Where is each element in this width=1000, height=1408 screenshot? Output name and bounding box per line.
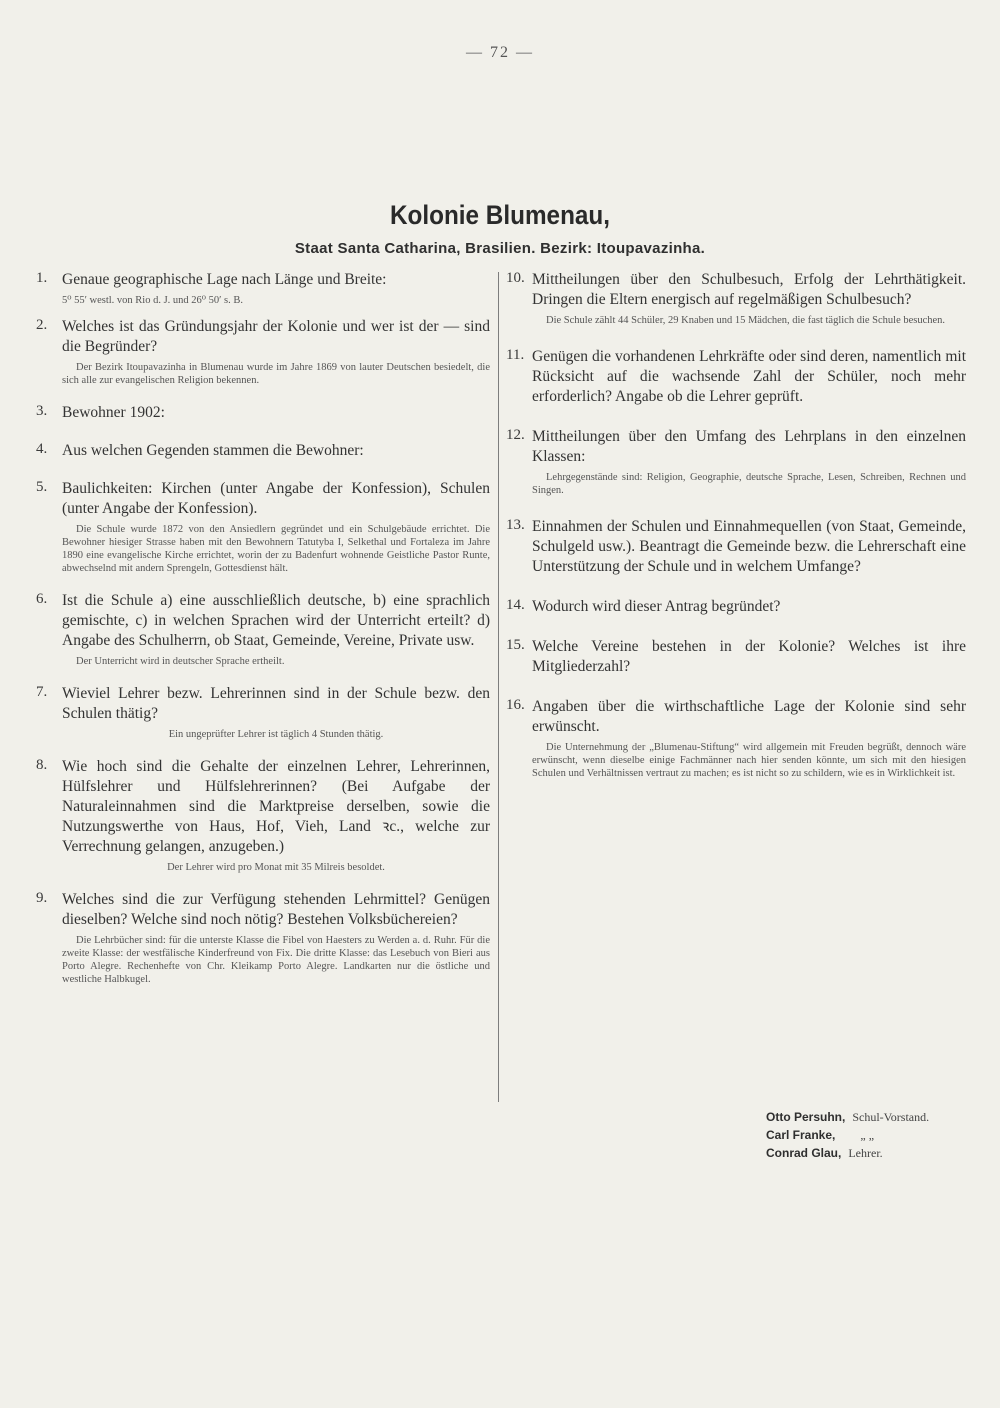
question-text: Einnahmen der Schulen und Einnahmequellen (von Staat, Gemeinde, Schulgeld usw.). Beantragt die Gemeinde bezw. die Lehrerschaft eine Unterstützung der Schule und in welchem Umfange? [532,518,966,575]
question-number: 12. [506,427,525,443]
question-number: 8. [36,757,48,773]
question-number: 3. [36,403,48,419]
question-text: Welches ist das Gründungsjahr der Kolonie und wer ist der — sind die Begründer? [62,318,490,355]
question-number: 5. [36,479,48,495]
signature-name: Carl Franke, [766,1128,836,1142]
question-text: Wieviel Lehrer bezw. Lehrerinnen sind in der Schule bezw. den Schulen thätig? [62,685,490,722]
signature-name: Otto Persuhn, [766,1110,846,1124]
question-number: 4. [36,441,48,457]
signature-role: Lehrer. [848,1146,883,1160]
question-text: Welche Vereine bestehen in der Kolonie? Welches ist ihre Mitgliederzahl? [532,638,966,675]
page-title: Kolonie Blumenau, [389,200,611,230]
question-text: Mittheilungen über den Schulbesuch, Erfolg der Lehrthätigkeit. Dringen die Eltern energisch auf regelmäßigen Schulbesuch? [532,271,966,308]
question-16 [506,697,966,780]
signature-role: Schul-Vorstand. [852,1110,930,1124]
signature-name: Conrad Glau, [766,1146,842,1160]
question-number: 6. [36,591,48,607]
left-column [36,270,490,986]
signature-role: „ „ [860,1128,875,1142]
answer-text: Lehrgegenstände sind: Religion, Geographie, deutsche Sprache, Lesen, Schreiben, Rechnen und Singen. [532,472,966,496]
question-number: 15. [506,637,525,653]
page-number: — 72 — [466,44,534,61]
question-13 [506,517,966,577]
question-6 [36,591,490,668]
question-14 [506,597,966,617]
question-8 [36,757,490,874]
answer-text: Der Bezirk Itoupavazinha in Blumenau wurde im Jahre 1869 von lauter Deutschen besiedelt, die sich alle zur evangelischen Religion bekennen. [62,362,490,386]
question-1 [36,270,490,307]
answer-text: Der Lehrer wird pro Monat mit 35 Milreis besoldet. [167,862,385,873]
answer-text: Die Schule zählt 44 Schüler, 29 Knaben und 15 Mädchen, die fast täglich die Schule besuchen. [546,315,946,326]
question-2 [36,317,490,387]
question-number: 14. [506,597,525,613]
answer-text: Die Lehrbücher sind: für die unterste Klasse die Fibel von Haesters zu Werden a. d. Ruhr. Für die zweite Klasse: der westfälische Kinderfreund von Fix. Die dritte Klasse: das Lesebuch von Bieri aus Porto Alegre. Rechenhefte von Chr. Kleikamp Porto Alegre. Landkarten nur die östliche und westliche Halbkugel. [62,935,490,985]
signature-line [766,1144,976,1162]
question-text: Aus welchen Gegenden stammen die Bewohner: [62,442,364,459]
question-text: Genügen die vorhandenen Lehrkräfte oder sind deren, namentlich mit Rücksicht auf die wachsende Zahl der Schüler, noch mehr erforderlich? Angabe ob die Lehrer geprüft. [532,348,966,405]
question-text: Baulichkeiten: Kirchen (unter Angabe der Konfession), Schulen (unter Angabe der Konfession). [62,480,490,517]
question-number: 1. [36,270,48,286]
question-text: Bewohner 1902: [62,404,165,421]
question-text: Wie hoch sind die Gehalte der einzelnen Lehrer, Lehrerinnen, Hülfslehrer und Hülfslehrerinnen? (Bei Aufgabe der Naturaleinnahmen sind die Marktpreise derselben, sowie die Nutzungswerthe von Haus, Hof, Vieh, Land ꝛc., welche zur Verrechnung gelangen, anzugeben.) [62,758,490,855]
question-11 [506,347,966,407]
answer-text: Die Unternehmung der „Blumenau-Stiftung“ wird allgemein mit Freuden begrüßt, dennoch wäre erwünscht, wenn dieselbe einige Fachmänner nach hier senden könnte, um sich mit den hiesigen Schulen und Verhältnissen vertraut zu machen; es ist nicht so zu schildern, wie es in Wirklichkeit ist. [532,742,966,779]
answer-text: Der Unterricht wird in deutscher Sprache ertheilt. [76,656,285,667]
question-10 [506,270,966,327]
page-subtitle: Staat Santa Catharina, Brasilien. Bezirk: Itoupavazinha. [294,240,706,257]
answer-text: Ein ungeprüfter Lehrer ist täglich 4 Stunden thätig. [168,729,384,740]
question-number: 16. [506,697,525,713]
question-9 [36,890,490,986]
question-number: 13. [506,517,525,533]
question-4 [36,441,490,461]
question-number: 10. [506,270,525,286]
answer-text: 5⁰ 55′ westl. von Rio d. J. und 26⁰ 50′ s. B. [62,295,244,306]
question-7 [36,684,490,741]
question-text: Genaue geographische Lage nach Länge und Breite: [62,271,387,288]
signature-line [766,1126,976,1144]
column-divider [498,272,499,1102]
question-12 [506,427,966,497]
question-15 [506,637,966,677]
question-number: 11. [506,347,525,363]
question-text: Ist die Schule a) eine ausschließlich deutsche, b) eine sprachlich gemischte, c) in welchen Sprachen wird der Unterricht erteilt? d) Angabe des Schulherrn, ob Staat, Gemeinde, Vereine, Private usw. [62,592,490,649]
question-text: Mittheilungen über den Umfang des Lehrplans in den einzelnen Klassen: [532,428,966,465]
question-3 [36,403,490,423]
question-number: 2. [36,317,48,333]
right-column [506,270,966,780]
answer-text: Die Schule wurde 1872 von den Ansiedlern gegründet und ein Schulgebäude errichtet. Die Bewohner hiesiger Strasse haben mit den Bewohnern Tatutyba I, Selkethal und Fortaleza im Jahre 1890 eine evangelische Kirche errichtet, worin der zu Badenfurt wohnende Geistliche Pastor Runte, abwechselnd mit andern Sprengeln, Gottesdienst hält. [62,524,490,574]
question-number: 7. [36,684,48,700]
question-5 [36,479,490,575]
question-number: 9. [36,890,48,906]
signature-line [766,1108,976,1126]
question-text: Angaben über die wirthschaftliche Lage der Kolonie sind sehr erwünscht. [532,698,966,735]
question-text: Wodurch wird dieser Antrag begründet? [532,598,781,615]
signature-block [766,1108,976,1162]
question-text: Welches sind die zur Verfügung stehenden Lehrmittel? Genügen dieselben? Welche sind noch nötig? Bestehen Volksbüchereien? [62,891,490,928]
